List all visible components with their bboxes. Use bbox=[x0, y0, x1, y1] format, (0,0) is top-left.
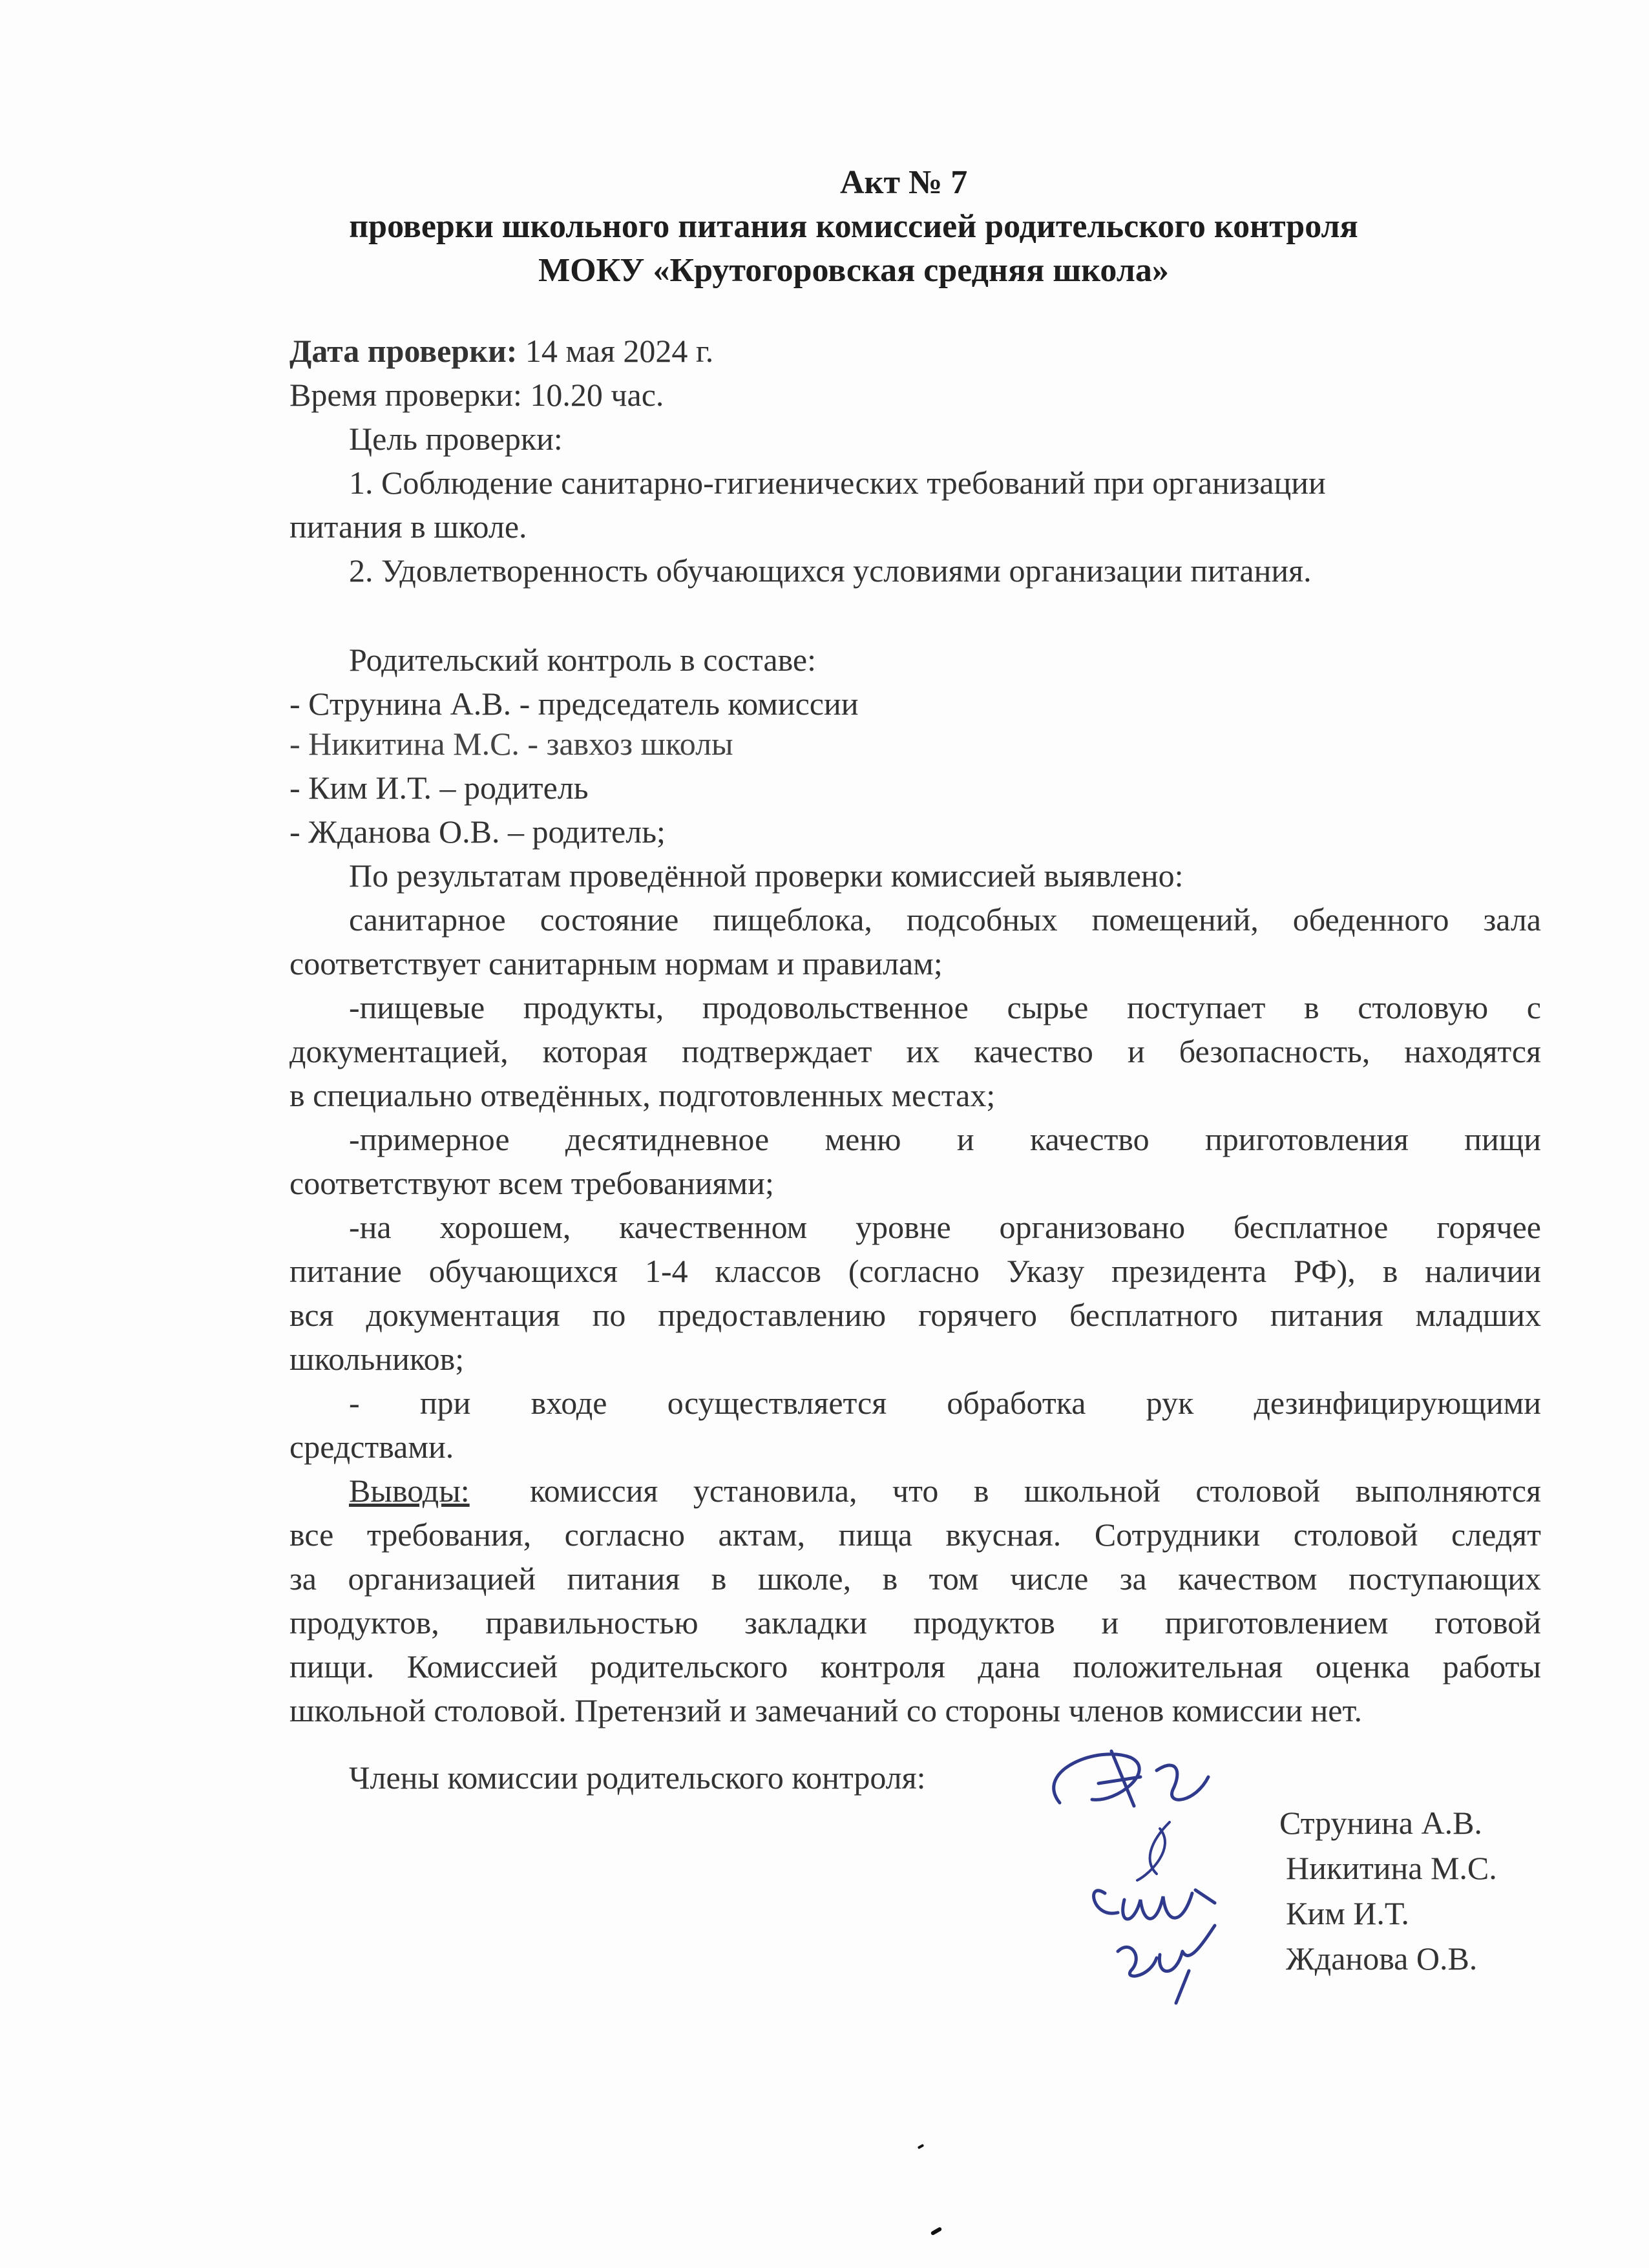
conclusion-line: пищи. Комиссией родительского контроля дана положительная оценка работы bbox=[289, 1648, 1541, 1685]
conclusion-line: комиссия установила, что в школьной столовой выполняются bbox=[530, 1473, 1541, 1509]
conclusion-line: продуктов, правильностью закладки продуктов и приготовлением готовой bbox=[289, 1604, 1541, 1641]
scan-speck bbox=[930, 2227, 943, 2236]
signature-name: Жданова О.В. bbox=[1286, 1940, 1478, 1977]
commission-member: - Ким И.Т. – родитель bbox=[289, 770, 589, 806]
document-title: Акт № 7 bbox=[840, 164, 968, 201]
scan-speck bbox=[918, 2144, 925, 2149]
result-line: -на хорошем, качественном уровне организовано бесплатное горячее bbox=[349, 1209, 1541, 1245]
goal-item-1: 1. Соблюдение санитарно-гигиенических требований при организации bbox=[349, 465, 1326, 501]
goal-title: Цель проверки: bbox=[349, 421, 563, 457]
result-line: средствами. bbox=[289, 1429, 454, 1465]
commission-member: - Струнина А.В. - председатель комиссии bbox=[289, 686, 859, 722]
result-line: -примерное десятидневное меню и качество приготовления пищи bbox=[349, 1121, 1541, 1157]
handwritten-signatures bbox=[1021, 1732, 1266, 2010]
result-line: питание обучающихся 1-4 классов (согласно Указу президента РФ), в наличии bbox=[289, 1253, 1541, 1289]
result-line: соответствует санитарным нормам и правилам; bbox=[289, 945, 943, 982]
conclusion-line: все требования, согласно актам, пища вкусная. Сотрудники столовой следят bbox=[289, 1517, 1541, 1553]
document-subtitle: проверки школьного питания комиссией родительского контроля bbox=[349, 208, 1358, 245]
school-name: МОКУ «Крутогоровская средняя школа» bbox=[538, 252, 1169, 289]
result-line: вся документация по предоставлению горячего бесплатного питания младших bbox=[289, 1297, 1541, 1333]
commission-title: Родительский контроль в составе: bbox=[349, 642, 816, 678]
result-line: в специально отведённых, подготовленных местах; bbox=[289, 1077, 996, 1113]
result-line: санитарное состояние пищеблока, подсобных помещений, обеденного зала bbox=[349, 901, 1541, 938]
conclusion-line: школьной столовой. Претензий и замечаний со стороны членов комиссии нет. bbox=[289, 1692, 1363, 1728]
conclusion-label: Выводы: bbox=[349, 1473, 470, 1509]
commission-member: - Никитина М.С. - завхоз школы bbox=[289, 726, 733, 762]
result-line: соответствуют всем требованиями; bbox=[289, 1165, 774, 1201]
goal-item-1-cont: питания в школе. bbox=[289, 509, 527, 545]
date-label: Дата проверки: bbox=[289, 333, 518, 369]
signature-name: Ким И.Т. bbox=[1286, 1895, 1409, 1931]
result-line: документацией, которая подтверждает их качество и безопасность, находятся bbox=[289, 1033, 1541, 1069]
goal-item-2: 2. Удовлетворенность обучающихся условиями организации питания. bbox=[349, 552, 1312, 589]
results-intro: По результатам проведённой проверки комиссией выявлено: bbox=[349, 857, 1184, 894]
commission-member: - Жданова О.В. – родитель; bbox=[289, 814, 666, 850]
signatures-title: Члены комиссии родительского контроля: bbox=[349, 1759, 926, 1796]
signature-name: Струнина А.В. bbox=[1279, 1805, 1482, 1841]
result-line: -пищевые продукты, продовольственное сырье поступает в столовую с bbox=[349, 989, 1541, 1025]
signature-name: Никитина М.С. bbox=[1286, 1850, 1497, 1886]
conclusion-line: за организацией питания в школе, в том числе за качеством поступающих bbox=[289, 1560, 1541, 1597]
inspection-date bbox=[289, 331, 713, 371]
inspection-time: Время проверки: 10.20 час. bbox=[289, 377, 664, 413]
result-line: - при входе осуществляется обработка рук дезинфицирующими bbox=[349, 1385, 1541, 1421]
date-value: 14 мая 2024 г. bbox=[525, 333, 714, 369]
result-line: школьников; bbox=[289, 1341, 465, 1377]
